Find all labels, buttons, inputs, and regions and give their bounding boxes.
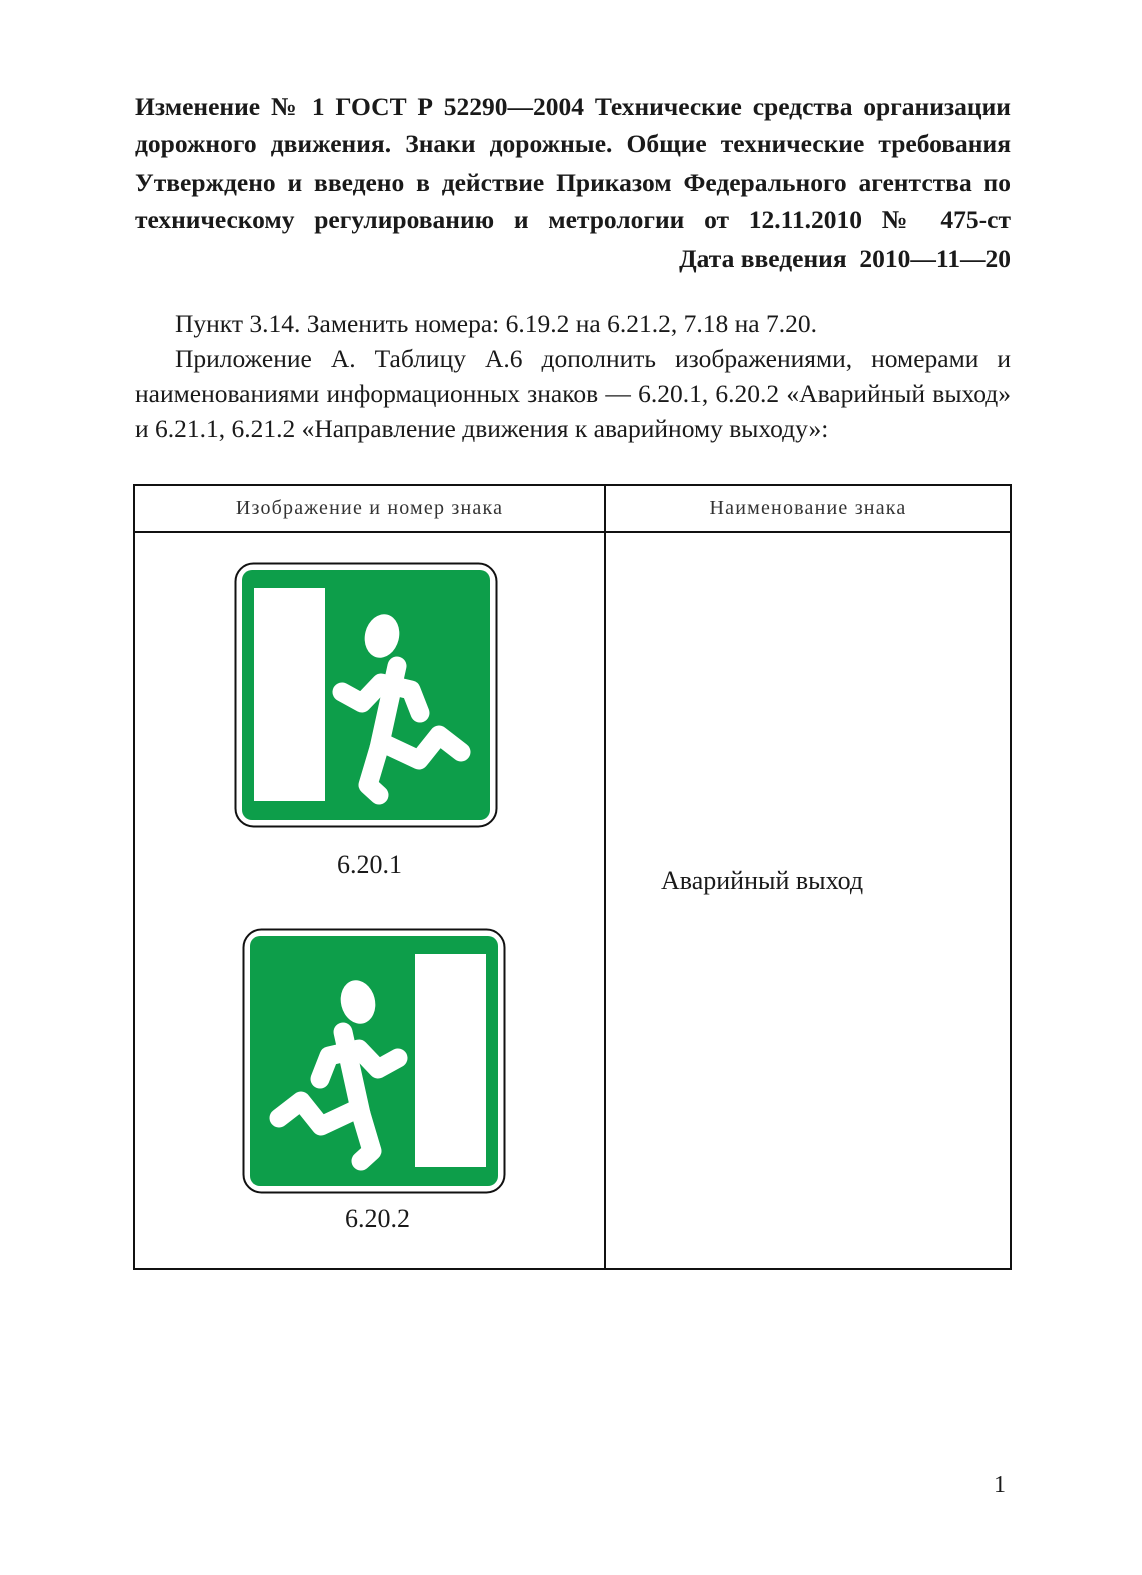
header-divider <box>135 531 1010 533</box>
page-number: 1 <box>994 1472 1006 1498</box>
effective-date: Дата введения 2010—11—20 <box>679 244 1011 273</box>
emergency-exit-left-icon <box>234 562 498 828</box>
approval-statement: Утверждено и введено в действие Приказом Федерального агентства по техническому регулированию и метрологии от 12.11.2010 № 475-ст <box>135 168 1011 234</box>
column-header-name: Наименование знака <box>709 497 907 519</box>
paragraph-point-3-14: Пункт 3.14. Заменить номера: 6.19.2 на 6.21.2, 7.18 на 7.20. <box>175 309 817 338</box>
sign-number-6-20-1: 6.20.1 <box>337 850 402 879</box>
amendment-title: Изменение № 1 ГОСТ Р 52290—2004 Технические средства организации дорожного движения. Знаки дорожные. Общие технические требования <box>135 92 1011 158</box>
emergency-exit-right-icon <box>242 928 506 1194</box>
column-header-image: Изображение и номер знака <box>235 497 504 519</box>
paragraph-appendix-a: Приложение А. Таблицу А.6 дополнить изображениями, номерами и наименованиями информационных знаков — 6.20.1, 6.20.2 «Аварийный выход» и 6.21.1, 6.21.2 «Направление движения к аварийному выходу»: <box>135 344 1011 443</box>
sign-name: Аварийный выход <box>661 866 864 895</box>
column-divider <box>604 486 606 1268</box>
sign-number-6-20-2: 6.20.2 <box>345 1204 410 1233</box>
signs-table <box>133 484 1012 1270</box>
